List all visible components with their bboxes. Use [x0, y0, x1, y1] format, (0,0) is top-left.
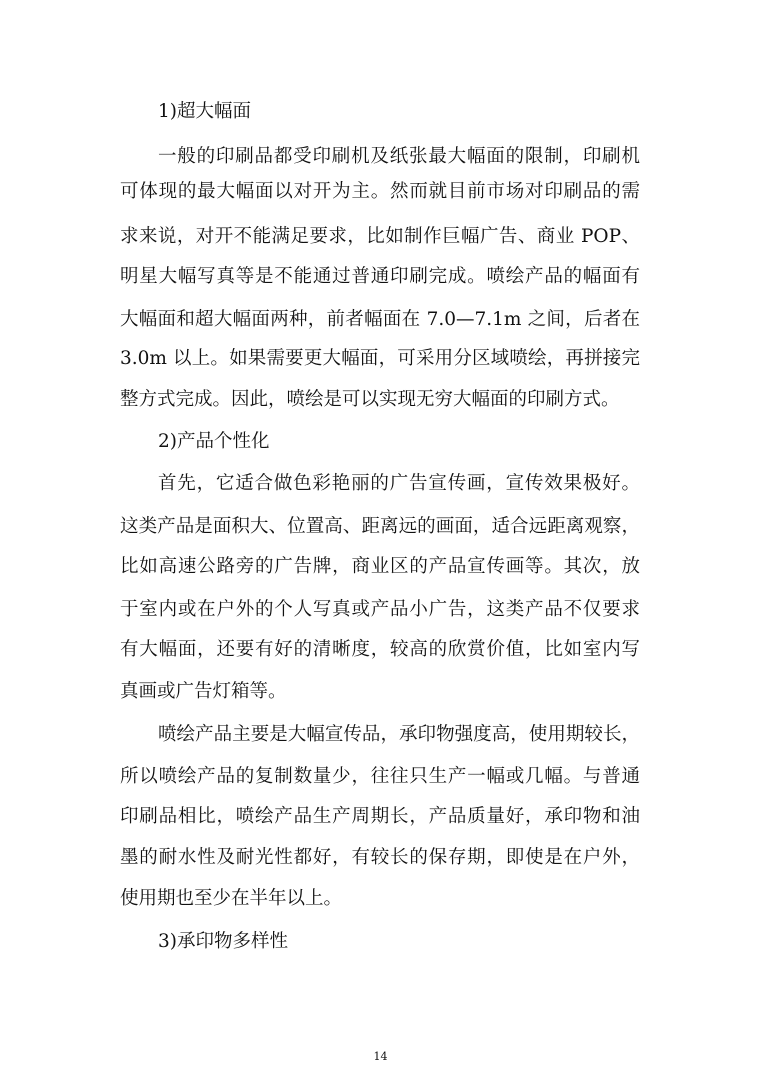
paragraph-line: 大幅面和超大幅面两种，前者幅面在 7.0—7.1m 之间，后者在 — [120, 309, 640, 330]
paragraph-line: 这类产品是面积大、位置高、距离远的画面，适合远距离观察， — [120, 516, 640, 537]
paragraph-line: 真画或广告灯箱等。 — [120, 681, 287, 702]
paragraph-line: 所以喷绘产品的复制数量少，往往只生产一幅或几幅。与普通 — [120, 766, 640, 787]
paragraph-line: 比如高速公路旁的广告牌，商业区的产品宣传画等。其次，放 — [120, 556, 640, 577]
paragraph-line: 可体现的最大幅面以对开为主。然而就目前市场对印刷品的需 — [120, 181, 640, 202]
paragraph-line: 使用期也至少在半年以上。 — [120, 888, 343, 909]
paragraph-line: 墨的耐水性及耐光性都好，有较长的保存期，即使是在户外， — [120, 847, 640, 868]
heading-2: 2)产品个性化 — [158, 431, 270, 452]
paragraph-line: 于室内或在户外的个人写真或产品小广告，这类产品不仅要求 — [120, 599, 640, 620]
paragraph-line: 有大幅面，还要有好的清晰度，较高的欣赏价值，比如室内写 — [120, 639, 640, 660]
paragraph-line: 喷绘产品主要是大幅宣传品，承印物强度高，使用期较长， — [158, 724, 640, 745]
paragraph-line: 首先，它适合做色彩艳丽的广告宣传画，宣传效果极好。 — [158, 473, 640, 494]
heading-1: 1)超大幅面 — [158, 101, 251, 122]
heading-3: 3)承印物多样性 — [158, 931, 288, 952]
paragraph-line: 整方式完成。因此，喷绘是可以实现无穷大幅面的印刷方式。 — [120, 389, 620, 410]
paragraph-line: 印刷品相比，喷绘产品生产周期长，产品质量好，承印物和油 — [120, 806, 640, 827]
paragraph-line: 求来说，对开不能满足要求，比如制作巨幅广告、商业 POP、 — [120, 226, 640, 247]
paragraph-line: 明星大幅写真等是不能通过普通印刷完成。喷绘产品的幅面有 — [120, 266, 640, 287]
paragraph-line: 3.0m 以上。如果需要更大幅面，可采用分区域喷绘，再拼接完 — [120, 348, 640, 369]
paragraph-line: 一般的印刷品都受印刷机及纸张最大幅面的限制，印刷机 — [158, 146, 640, 167]
page-number: 14 — [373, 1050, 388, 1063]
